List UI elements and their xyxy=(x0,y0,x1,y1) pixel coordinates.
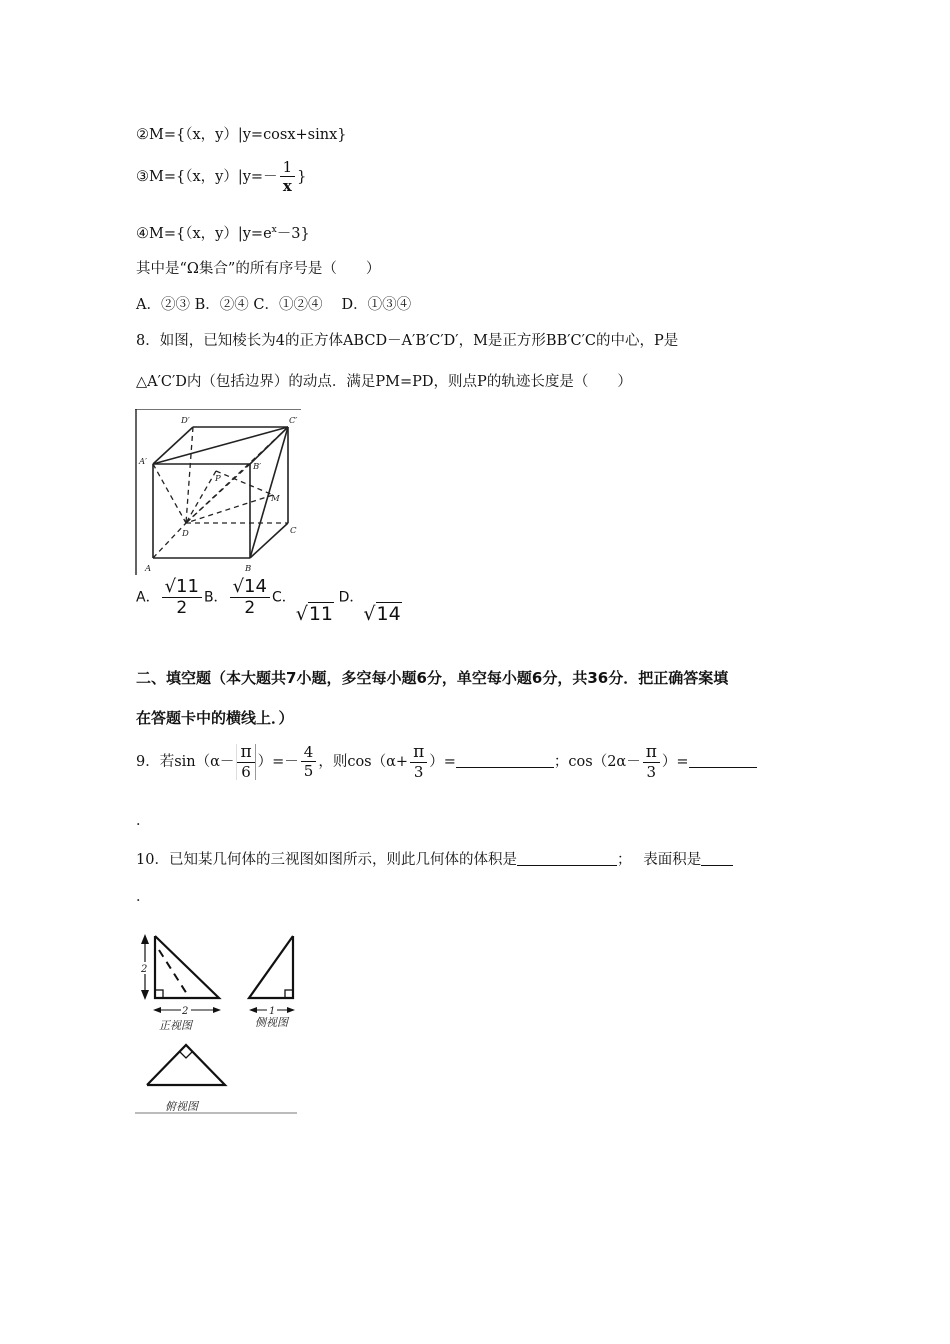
q9-frac-pi-3a xyxy=(410,744,427,780)
choice-b-label: B． xyxy=(203,589,228,606)
q9-den-6: 6 xyxy=(241,763,251,781)
q9-part6: ）= xyxy=(661,753,689,770)
q8-choices xyxy=(136,578,402,624)
label-b: B xyxy=(245,564,252,574)
q9 xyxy=(136,744,757,780)
dim-height: 2 xyxy=(141,964,148,975)
label-m: M xyxy=(271,494,280,504)
set-m4-exponent: x xyxy=(271,225,277,235)
q9-frac-pi-3b xyxy=(643,744,660,780)
q9-answer-blank-1[interactable] xyxy=(456,753,554,768)
fraction-denominator: x xyxy=(282,177,292,195)
set-m3 xyxy=(136,160,306,194)
q9-num-4: 4 xyxy=(301,745,317,762)
q9-part4: ）= xyxy=(429,753,456,770)
label-c-prime: C′ xyxy=(289,416,298,426)
section2-line1: 二、填空题（本大题共7小题，多空每小题6分，单空每小题6分，共36分．把正确答案填 xyxy=(136,669,729,687)
q10-tail: ． xyxy=(136,889,151,905)
q8-line1: 8．如图，已知棱长为4的正方体ABCD－A′B′C′D′，M是正方形BB′C′C的中心，P是 xyxy=(136,333,679,349)
q9-pi-b: π xyxy=(643,744,660,763)
choice-b-den: 2 xyxy=(244,598,256,618)
choice-a-num: √11 xyxy=(162,578,202,598)
q9-den-3b: 3 xyxy=(646,763,657,781)
choice-a-fraction xyxy=(162,578,202,617)
q10 xyxy=(136,851,733,868)
label-top-view: 俯视图 xyxy=(165,1100,198,1113)
label-front-view: 正视图 xyxy=(159,1019,192,1032)
label-b-prime: B′ xyxy=(253,462,262,472)
set-m2: ②M={（x，y）|y=cosx+sinx} xyxy=(136,127,347,143)
choice-c-label: C． xyxy=(271,589,296,606)
q9-part3: ，则cos（α+ xyxy=(318,753,409,770)
choice-b-fraction xyxy=(230,578,270,617)
q10-text: 10．已知某几何体的三视图如图所示，则此几何体的体积是 xyxy=(136,852,517,868)
q9-pi: π xyxy=(237,744,254,763)
choice-c-radicand: 11 xyxy=(308,602,334,625)
label-c: C xyxy=(290,526,297,536)
label-side-view: 侧视图 xyxy=(255,1016,288,1029)
q9-part5: ；cos（2α－ xyxy=(553,753,641,770)
fraction-1-over-x xyxy=(280,160,296,194)
omega-question: 其中是“Ω集合”的所有序号是（ ） xyxy=(136,261,381,277)
q9-frac-pi-6 xyxy=(236,744,255,780)
q9-den-5: 5 xyxy=(303,762,314,780)
choice-d-sqrt: √14 xyxy=(363,602,401,625)
choice-a-label: A． xyxy=(136,589,160,606)
q8-line2: △A′C′D内（包括边界）的动点．满足PM=PD，则点P的轨迹长度是（ ） xyxy=(136,374,632,390)
q9-frac-4-5 xyxy=(301,745,317,779)
label-a-prime: A′ xyxy=(139,457,148,467)
set-m4-suffix: －3} xyxy=(276,225,310,242)
q9-tail: ． xyxy=(136,813,151,829)
dim-width: 2 xyxy=(182,1006,189,1017)
cube-figure xyxy=(135,409,303,575)
set-m3-prefix: ③M={（x，y）|y=－ xyxy=(136,169,278,185)
label-d: D xyxy=(182,529,189,539)
three-views-figure xyxy=(135,930,300,1115)
section2-line2: 在答题卡中的横线上．） xyxy=(136,709,294,727)
q10-mid: ； 表面积是 xyxy=(616,852,702,868)
label-p: P xyxy=(215,474,221,484)
label-d-prime: D′ xyxy=(181,416,190,426)
choice-a-den: 2 xyxy=(176,598,188,618)
label-a: A xyxy=(145,564,152,574)
set-m4 xyxy=(136,226,310,241)
choice-d-label: D． xyxy=(338,589,364,606)
set-m3-suffix: } xyxy=(297,169,307,185)
q9-answer-blank-2[interactable] xyxy=(689,753,757,768)
choice-b-num: √14 xyxy=(230,578,270,598)
q9-part2: ）=－ xyxy=(257,753,299,770)
choice-d-radicand: 14 xyxy=(376,602,401,625)
set-m4-prefix: ④M={（x，y）|y=e xyxy=(136,225,272,242)
q9-pi-a: π xyxy=(410,744,427,763)
q9-part1: 9．若sin（α－ xyxy=(136,753,235,770)
choice-c-sqrt: √11 xyxy=(295,602,334,625)
q7-choices: A．②③ B．②④ C．①②④ D．①③④ xyxy=(136,297,412,313)
q10-volume-blank[interactable] xyxy=(517,851,617,866)
dim-side: 1 xyxy=(269,1006,276,1017)
q9-den-3a: 3 xyxy=(413,763,424,781)
q10-surface-blank[interactable] xyxy=(701,851,733,866)
fraction-numerator: 1 xyxy=(280,160,296,177)
